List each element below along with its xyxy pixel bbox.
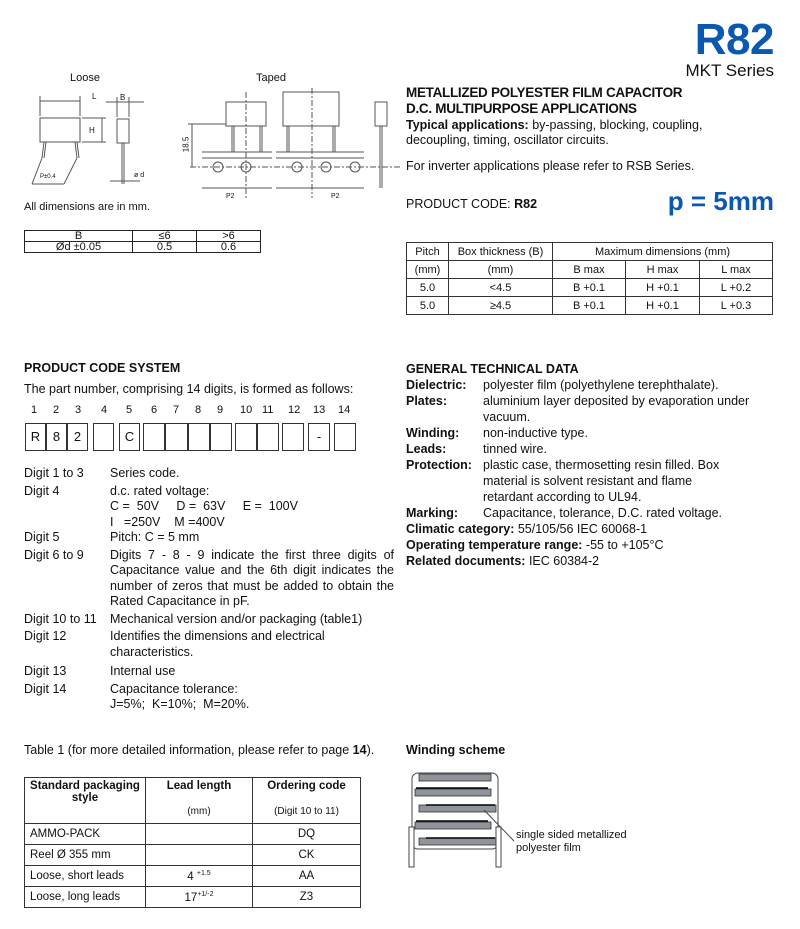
climatic-label: Climatic category: — [406, 522, 515, 536]
gtd-row — [406, 457, 776, 505]
temp-value: -55 to +105°C — [582, 538, 664, 552]
digit-value: Mechanical version and/or packaging (table1) — [110, 611, 363, 626]
winding-annotation — [516, 829, 627, 855]
digit-key: Digit 12 — [24, 629, 67, 643]
table-cell: AA — [253, 866, 361, 887]
code-box: C — [119, 423, 140, 451]
digit-key: Digit 13 — [24, 664, 67, 678]
lead-diameter-table — [24, 230, 261, 253]
digit-position: 2 — [53, 404, 60, 416]
digit-row — [24, 664, 394, 680]
product-code-system-heading: PRODUCT CODE SYSTEM — [24, 361, 181, 375]
digit-value: Digits 7 - 8 - 9 indicate the first three digits of Capacitance value and the 6th digit indicates the number of zeros that must be added to obtain the Rated Capacitance in pF. — [110, 547, 394, 608]
table-cell — [146, 866, 253, 887]
digit-positions — [0, 404, 400, 418]
dim-p2-label-left: P2 — [226, 193, 235, 200]
digit-row — [24, 548, 394, 610]
digit-descriptions — [24, 466, 394, 713]
gtd-value: aluminium layer deposited by evaporation under vacuum. — [483, 394, 750, 424]
digit-position: 12 — [288, 404, 301, 416]
digit-key — [24, 515, 110, 531]
product-title-line2: D.C. MULTIPURPOSE APPLICATIONS — [406, 101, 637, 116]
code-box: - — [308, 423, 330, 451]
digit-row — [24, 530, 394, 546]
gtd-value: Capacitance, tolerance, D.C. rated voltage. — [483, 506, 723, 520]
climatic-category — [406, 521, 776, 537]
code-box — [93, 423, 114, 451]
digit-position: 3 — [75, 404, 82, 416]
table-row — [25, 824, 361, 845]
dim-B-label: B — [120, 93, 126, 102]
digit-position: 8 — [195, 404, 202, 416]
table1-note — [24, 743, 374, 757]
digit-position: 14 — [338, 404, 351, 416]
header-bmax: B max — [553, 261, 626, 279]
table-cell: Ød ±0.05 — [25, 242, 133, 253]
header-style-label: Standard packaging style — [30, 780, 140, 804]
digit-position: 13 — [313, 404, 326, 416]
table-cell: B +0.1 — [553, 279, 626, 297]
header-max: Maximum dimensions (mm) — [553, 243, 773, 261]
digit-position: 1 — [31, 404, 38, 416]
series-subtitle: MKT Series — [685, 61, 774, 80]
gtd-row — [406, 425, 776, 441]
loose-label: Loose — [70, 72, 100, 84]
digit-value: Internal use — [110, 664, 176, 678]
table-row — [407, 297, 773, 315]
code-box: R — [25, 423, 46, 451]
table-header-row — [25, 778, 361, 824]
header-box: Box thickness (B) — [449, 243, 553, 261]
table-cell: AMMO-PACK — [25, 824, 146, 845]
gtd-key: Dielectric: — [406, 378, 467, 392]
digit-row — [24, 484, 394, 500]
header-code-label: Ordering code — [267, 780, 346, 792]
digit-value: Pitch: C = 5 mm — [110, 530, 200, 544]
table-cell: L +0.2 — [700, 279, 773, 297]
table-cell: >6 — [197, 231, 261, 242]
pitch-heading: p = 5mm — [667, 186, 774, 216]
table-cell: Reel Ø 355 mm — [25, 845, 146, 866]
digit-row — [24, 629, 394, 660]
digit-position: 5 — [126, 404, 133, 416]
digit-row — [24, 682, 394, 698]
gtd-row — [406, 505, 776, 521]
digit-row — [24, 466, 394, 482]
code-box — [334, 423, 356, 451]
digit-value: C = 50V D = 63V E = 100V — [110, 499, 298, 513]
gtd-heading: GENERAL TECHNICAL DATA — [406, 362, 579, 376]
table-row — [25, 887, 361, 908]
dim-p2-label-right: P2 — [331, 193, 340, 200]
code-box — [188, 423, 210, 451]
winding-annotation-line1: single sided metallized — [516, 829, 627, 841]
typical-applications — [406, 118, 766, 148]
winding-scheme-heading: Winding scheme — [406, 743, 506, 757]
table-cell: 0.6 — [197, 242, 261, 253]
table-cell: Z3 — [253, 887, 361, 908]
gtd-value: non-inductive type. — [483, 426, 588, 440]
header-lead-unit: (mm) — [187, 806, 211, 817]
operating-temperature — [406, 537, 776, 553]
table-row — [25, 866, 361, 887]
table-header-row — [407, 243, 773, 261]
dimension-drawing — [20, 88, 400, 198]
table-cell — [146, 845, 253, 866]
header-pitch-unit: (mm) — [407, 261, 449, 279]
table-cell: B +0.1 — [553, 297, 626, 315]
digit-key: Digit 10 to 11 — [24, 611, 97, 626]
digit-position: 7 — [173, 404, 180, 416]
digit-position: 6 — [151, 404, 158, 416]
dim-p-label: P±0.4 — [40, 174, 56, 180]
digit-row — [24, 499, 394, 515]
table-cell: 5.0 — [407, 297, 449, 315]
code-box — [143, 423, 165, 451]
packaging-table — [24, 777, 361, 908]
all-dimensions-note: All dimensions are in mm. — [24, 201, 150, 213]
digit-value: Identifies the dimensions and electrical characteristics. — [110, 629, 325, 659]
related-documents — [406, 553, 776, 569]
header-code — [253, 778, 361, 824]
related-label: Related documents: — [406, 554, 526, 568]
lead-tolerance: +1/-2 — [197, 890, 214, 898]
dim-L-label: L — [92, 92, 97, 101]
header-lmax: L max — [700, 261, 773, 279]
digit-value: Capacitance tolerance: — [110, 681, 238, 696]
header-box-unit: (mm) — [449, 261, 553, 279]
header-lead-label: Lead length — [166, 780, 232, 792]
header-code-unit: (Digit 10 to 11) — [274, 806, 339, 817]
temp-label: Operating temperature range: — [406, 538, 583, 552]
table-cell: DQ — [253, 824, 361, 845]
typical-applications-label: Typical applications: — [406, 118, 529, 132]
digit-position: 11 — [262, 404, 274, 416]
digit-value: J=5%; K=10%; M=20%. — [110, 697, 250, 711]
digit-value: d.c. rated voltage: — [110, 483, 210, 498]
digit-row — [24, 612, 394, 628]
dim-d-label: ø d — [134, 172, 145, 179]
dim-H-label: H — [89, 126, 95, 135]
table-cell: H +0.1 — [626, 297, 700, 315]
dim-18-5-label: 18.5 — [181, 136, 191, 153]
table1-note-text: Table 1 (for more detailed information, please refer to page — [24, 743, 353, 757]
code-box: 2 — [67, 423, 88, 451]
product-code-intro: The part number, comprising 14 digits, is formed as follows: — [24, 382, 354, 396]
table-cell: ≥4.5 — [449, 297, 553, 315]
gtd-row — [406, 377, 776, 393]
table-cell — [146, 887, 253, 908]
digit-position: 9 — [217, 404, 224, 416]
table1-note-suffix: ). — [366, 743, 375, 757]
code-box — [165, 423, 188, 451]
table-cell: 5.0 — [407, 279, 449, 297]
digit-key: Digit 4 — [24, 483, 60, 498]
series-code-title: R82 — [694, 15, 774, 64]
general-technical-data — [406, 361, 776, 569]
product-code-value: R82 — [514, 197, 538, 211]
digit-position: 4 — [101, 404, 108, 416]
gtd-key: Marking: — [406, 506, 459, 520]
table-cell: Loose, short leads — [25, 866, 146, 887]
gtd-value: plastic case, thermosetting resin filled. Box material is solvent resistant and flame retardant according to UL94. — [483, 458, 720, 504]
lead-value: 4 — [187, 870, 197, 883]
gtd-value: tinned wire. — [483, 442, 547, 456]
table-cell: ≤6 — [133, 231, 197, 242]
digit-key: Digit 6 to 9 — [24, 547, 84, 562]
gtd-row — [406, 441, 776, 457]
table-row — [25, 242, 261, 253]
digit-key: Digit 14 — [24, 681, 67, 696]
typical-applications-text: by-passing, blocking, coupling, decoupling, timing, oscillator circuits. — [406, 118, 703, 147]
code-box: 8 — [46, 423, 67, 451]
gtd-key: Leads: — [406, 442, 447, 456]
winding-annotation-line2: polyester film — [516, 842, 581, 854]
digit-row — [24, 697, 394, 713]
product-code — [406, 197, 537, 211]
digit-key: Digit 1 to 3 — [24, 466, 84, 480]
gtd-key: Protection: — [406, 458, 472, 472]
header-lead — [146, 778, 253, 824]
code-box — [282, 423, 304, 451]
gtd-value: polyester film (polyethylene terephthalate). — [483, 378, 719, 392]
climatic-value: 55/105/56 IEC 60068-1 — [514, 522, 648, 536]
table-cell: 0.5 — [133, 242, 197, 253]
gtd-row — [406, 393, 776, 425]
code-box — [210, 423, 232, 451]
digit-key: Digit 5 — [24, 530, 60, 544]
table1-page-link: 14 — [352, 743, 367, 757]
header-hmax: H max — [626, 261, 700, 279]
digit-value: Series code. — [110, 466, 180, 480]
product-title-line1: METALLIZED POLYESTER FILM CAPACITOR — [406, 85, 683, 100]
digit-key — [24, 499, 110, 515]
table-cell: <4.5 — [449, 279, 553, 297]
gtd-key: Winding: — [406, 426, 460, 440]
header-style — [25, 778, 146, 824]
table-row — [25, 845, 361, 866]
digit-value: I =250V M =400V — [110, 514, 225, 529]
gtd-key: Plates: — [406, 394, 447, 408]
inverter-note: For inverter applications please refer to RSB Series. — [406, 159, 695, 173]
table-cell: H +0.1 — [626, 279, 700, 297]
table-cell: Loose, long leads — [25, 887, 146, 908]
lead-tolerance: +1.5 — [196, 869, 211, 877]
digit-key — [24, 697, 110, 713]
table-cell: CK — [253, 845, 361, 866]
header-pitch: Pitch — [407, 243, 449, 261]
winding-scheme-diagram — [404, 770, 524, 880]
digit-position: 10 — [240, 404, 253, 416]
table-cell — [146, 824, 253, 845]
table-header-row — [407, 261, 773, 279]
related-value: IEC 60384-2 — [525, 554, 600, 568]
table-row — [25, 231, 261, 242]
dimensions-table — [406, 242, 773, 315]
table-row — [407, 279, 773, 297]
digit-row — [24, 515, 394, 531]
code-box — [235, 423, 257, 451]
taped-label: Taped — [256, 72, 286, 84]
code-box — [257, 423, 279, 451]
product-code-label: PRODUCT CODE: — [406, 197, 515, 211]
table-cell: B — [25, 231, 133, 242]
lead-value: 17 — [184, 891, 198, 904]
table-cell: L +0.3 — [700, 297, 773, 315]
